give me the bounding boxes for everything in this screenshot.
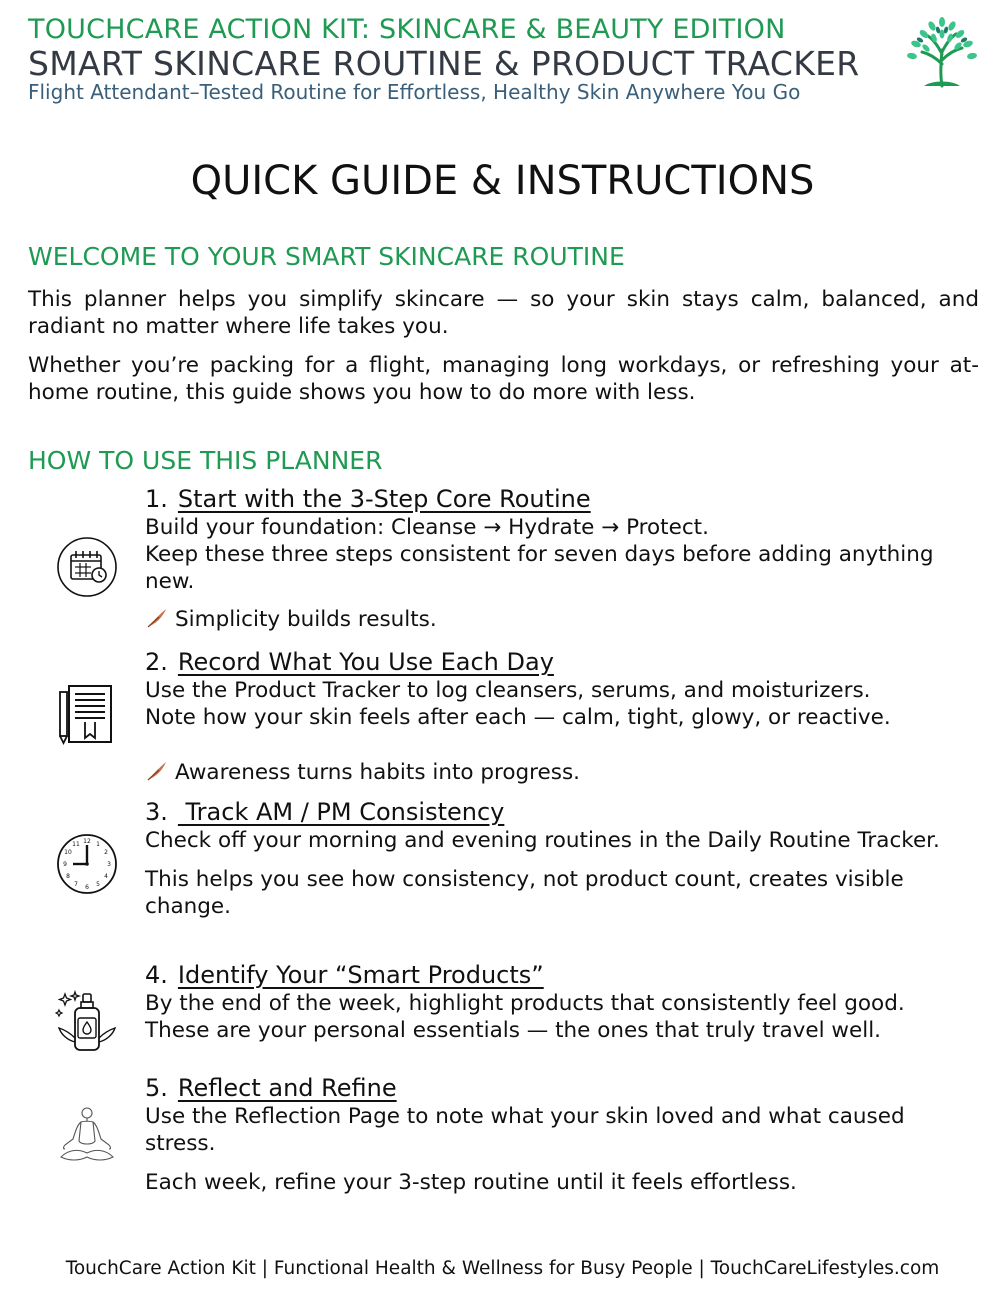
- step-4: [145, 960, 975, 1044]
- step-2-line-1: Use the Product Tracker to log cleansers, serums, and moisturizers.: [145, 678, 871, 703]
- step-1-number: 1.: [145, 485, 168, 513]
- svg-text:12: 12: [83, 838, 91, 845]
- step-4-line-2: These are your personal essentials — the ones that truly travel well.: [145, 1018, 881, 1043]
- step-3-extra: This helps you see how consistency, not product count, creates visible change.: [145, 867, 904, 919]
- step-5-line-1: Use the Reflection Page to note what your skin loved and what caused stress.: [145, 1104, 905, 1156]
- feather-icon: [145, 760, 169, 782]
- step-4-line-1: By the end of the week, highlight products that consistently feel good.: [145, 991, 905, 1016]
- how-to-heading: HOW TO USE THIS PLANNER: [28, 446, 383, 475]
- step-1-line-2: Keep these three steps consistent for seven days before adding anything new.: [145, 542, 934, 594]
- step-2-heading: [145, 647, 975, 677]
- svg-text:11: 11: [72, 841, 80, 848]
- svg-text:9: 9: [63, 861, 67, 868]
- step-2-line-2: Note how your skin feels after each — calm, tight, glowy, or reactive.: [145, 705, 891, 730]
- svg-text:1: 1: [96, 841, 100, 848]
- welcome-heading: WELCOME TO YOUR SMART SKINCARE ROUTINE: [28, 242, 625, 271]
- welcome-paragraph-2: Whether you’re packing for a flight, managing long workdays, or refreshing your at-home routine, this guide shows you how to do more with less.: [28, 353, 979, 405]
- tracker-title: SMART SKINCARE ROUTINE & PRODUCT TRACKER: [28, 44, 860, 83]
- tree-logo-icon: [902, 14, 982, 90]
- step-1-heading: [145, 484, 975, 514]
- page-footer: TouchCare Action Kit | Functional Health & Wellness for Busy People | TouchCareLifestyles.com: [65, 1258, 940, 1279]
- step-1-tip: [145, 606, 975, 633]
- tagline: Flight Attendant–Tested Routine for Effortless, Healthy Skin Anywhere You Go: [28, 80, 801, 104]
- step-3: [145, 797, 975, 920]
- step-4-title: Identify Your “Smart Products”: [177, 961, 544, 989]
- svg-text:8: 8: [66, 873, 70, 880]
- serum-bottle-icon: [55, 990, 119, 1054]
- notebook-pen-icon: [55, 682, 119, 746]
- calendar-clock-icon: [55, 535, 119, 599]
- step-3-heading: [145, 797, 975, 827]
- wall-clock-icon: [55, 832, 119, 896]
- step-5-heading: [145, 1073, 975, 1103]
- step-5-number: 5.: [145, 1074, 168, 1102]
- welcome-paragraph-1: This planner helps you simplify skincare — so your skin stays calm, balanced, and radiant no matter where life takes you.: [28, 287, 979, 339]
- feather-icon: [145, 607, 169, 629]
- step-2-number: 2.: [145, 648, 168, 676]
- step-5-title: Reflect and Refine: [177, 1074, 397, 1102]
- step-5: [145, 1073, 975, 1196]
- svg-text:4: 4: [104, 873, 108, 880]
- svg-text:2: 2: [104, 849, 108, 856]
- step-5-extra: Each week, refine your 3-step routine until it feels effortless.: [145, 1170, 797, 1195]
- step-2-tip: [145, 759, 975, 786]
- step-2-title: Record What You Use Each Day: [177, 648, 554, 676]
- svg-text:5: 5: [96, 881, 100, 888]
- step-1-tip-text: Simplicity builds results.: [175, 607, 437, 632]
- step-3-title: Track AM / PM Consistency: [177, 798, 505, 826]
- step-4-number: 4.: [145, 961, 168, 989]
- step-3-line-1: Check off your morning and evening routines in the Daily Routine Tracker.: [145, 828, 940, 853]
- step-2-tip-text: Awareness turns habits into progress.: [175, 760, 581, 785]
- step-4-heading: [145, 960, 975, 990]
- svg-text:6: 6: [85, 884, 89, 891]
- svg-text:7: 7: [74, 881, 78, 888]
- step-1-line-1: Build your foundation: Cleanse → Hydrate → Protect.: [145, 515, 709, 540]
- step-2: [145, 647, 975, 786]
- step-3-number: 3.: [145, 798, 168, 826]
- page-title: QUICK GUIDE & INSTRUCTIONS: [190, 158, 815, 204]
- step-1-title: Start with the 3-Step Core Routine: [177, 485, 591, 513]
- svg-text:10: 10: [64, 849, 72, 856]
- svg-text:3: 3: [107, 861, 111, 868]
- kit-edition-title: TOUCHCARE ACTION KIT: SKINCARE & BEAUTY EDITION: [28, 14, 786, 45]
- meditation-icon: [55, 1105, 119, 1169]
- step-1: [145, 484, 975, 633]
